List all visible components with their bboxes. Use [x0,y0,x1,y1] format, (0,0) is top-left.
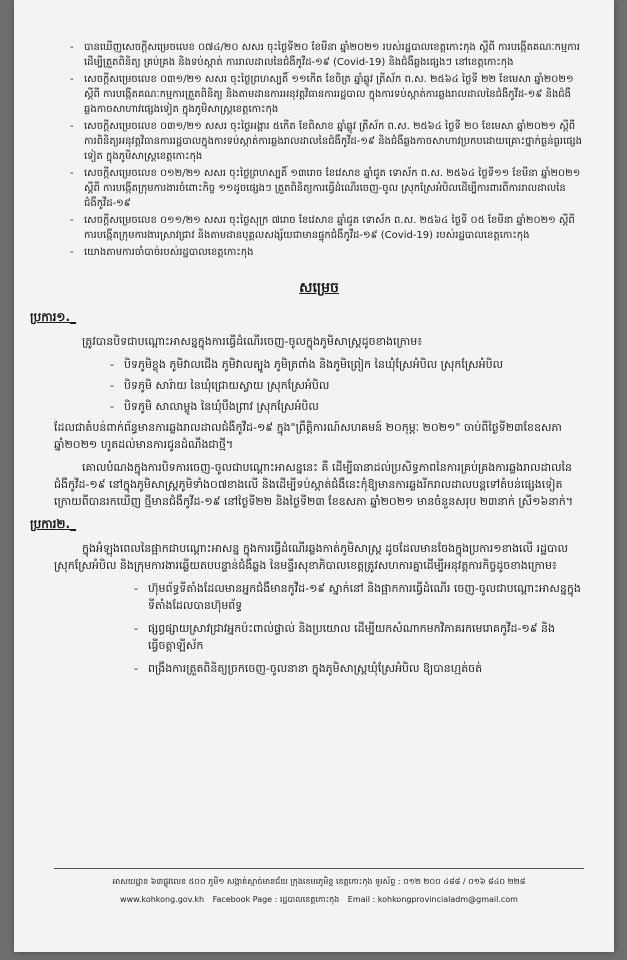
reference-item: - សេចក្ដីសម្រេចលេខ ០១២/២១ សសរ ចុះថ្ងៃព្រហស្បតិ៍ ១៣រោច ខែវេសាខ ឆ្នាំជូត ទោស័ក ព.ស. ២៥៦៤ ថ្ងៃទី១១ ខែមីនា ឆ្នាំ២០២១ ស្ដីពី ការបង្កើតក្រុមការងារចំពោះកិច្ច ១១ដូចផ្សេងៗ ត្រួតពិនិត្យការធ្វើដំណើរចេញ-ចូល ស្រុកស្រែអំបិលដើម្បីការពារពីការរាលដាលនៃជំងឺកូវីដ-១៩ [70,166,584,211]
footer-address: អាសយដ្ឋាន ៦៣ផ្លូវលេខ ៥០០ ភូមិ១ សង្កាត់ស្មាច់មានជ័យ ក្រុងខេមរភូមិន្ទ ខេត្តកោះកុង ទូរស័ព្ទ : ០១២ ២០០ ៤៨៨ / ០១៦ ៨៤០ ២២៨ [112,877,526,886]
document-body [30,40,584,683]
facebook-link[interactable]: Facebook Page : រដ្ឋបាលខេត្តកោះកុង [212,895,340,904]
article-2-item: - ពង្រឹងការត្រួតពិនិត្យច្រកចេញ-ចូលនានា ក្នុងភូមិសាស្ត្រឃុំស្រែអំបិល ឱ្យបានហ្មត់ចត់ [134,660,584,677]
email-link[interactable]: Email : kohkongprovincialadm@gmail.com [347,895,518,904]
reference-item: - សេចក្ដីសម្រេចលេខ ០៣១/២១ សសរ ចុះថ្ងៃអង្គារ ៥កើត ខែពិសាខ ឆ្នាំឆ្លូវ ត្រីស័ក ព.ស. ២៥៦៤ ថ្ងៃទី ២០ ខែមេសា ឆ្នាំ២០២១ ស្ដីពី ការពិនិត្យអនុវត្តវិធានការរដ្ឋបាលក្នុងការទប់ស្កាត់ការឆ្លងរាលដាលនៃជំងឺកូវីដ-១៩ និងជំងឺឆ្លងកាចសាហាវប្រកបដោយគ្រោះថ្នាក់ធ្ងន់ធ្ងរផ្សេងទៀត ក្នុងភូមិសាស្ត្រខេត្តកោះកុង [70,119,584,164]
document-page [14,0,614,952]
article-1-lead: ត្រូវបានបិទជាបណ្ដោះអាសន្នក្នុងការធ្វើដំណើរចេញ-ចូលក្នុងភូមិសាស្ត្រដូចខាងក្រោម៖ [82,335,423,348]
article-1-item: - បិទភូមិ សារ៉ាយ នៃឃុំជ្រោយស្វាយ ស្រុកស្រែអំបិល [110,377,584,394]
article-1-heading: ប្រការ១._ [30,310,77,324]
reference-item: - សេចក្ដីសម្រេចលេខ ០១១/២១ សសរ ចុះថ្ងៃសុក្រ ៧រោច ខែវេសាខ ឆ្នាំជូត ទោស័ក ព.ស. ២៥៦៤ ថ្ងៃទី ០៥ ខែមីនា ឆ្នាំ២០២១ ស្ដីពីការបង្កើតក្រុមការងារស្រាវជ្រាវ និងតាមដានបុគ្គលសង្ស័យជាមានផ្ទុកជំងឺកូវីដ-១៩ (Covid-19) របស់រដ្ឋបាលខេត្តកោះកុង [70,213,584,243]
reference-item: - សេចក្ដីសម្រេចលេខ ០៣១/២១ សសរ ចុះថ្ងៃព្រហស្បតិ៍ ១១កើត ខែចិត្រ ឆ្នាំឆ្លូវ ត្រីស័ក ព.ស. ២៥៦៤ ថ្ងៃទី ២២ ខែមេសា ឆ្នាំ២០២១ ស្ដីពី ការបង្កើតគណៈកម្មការត្រួតពិនិត្យ និងតាមដានការអនុវត្តវិធានការរដ្ឋបាល ក្នុងការទប់ស្កាត់ការឆ្លងរាលដាលនៃជំងឺកូវីដ-១៩ និងជំងឺឆ្លងកាចសាហាវផ្សេងទៀត ក្នុងភូមិសាស្ត្រខេត្តកោះកុង [70,72,584,117]
reference-list [70,40,584,260]
article-2-item: - ផ្សព្វផ្សាយស្រាវជ្រាវអ្នកប៉ះពាល់ផ្ទាល់ និងប្រយោល ដើម្បីយកសំណាកមកវិភាគរកមេរោគកូវីដ-១៩ និងធ្វើចត្តាឡីស័ក [134,620,584,654]
website-link[interactable]: www.kohkong.gov.kh [120,895,205,904]
article-2-paragraph: ក្នុងអំឡុងពេលនៃផ្អាកជាបណ្ដោះអាសន្ន ក្នុងការធ្វើដំណើរឆ្លងកាត់ភូមិសាស្ត្រ ដូចដែលមានចែងក្នុងប្រការ១ខាងលើ រដ្ឋបាលស្រុកស្រែអំបិល និងក្រុមការងារឆ្លើយតបបន្ទាន់ជំងឺឆ្លង នៃមន្ទីរសុខាភិបាលខេត្តត្រូវសហការគ្នាដើម្បីអនុវត្តការកិច្ចដូចខាងក្រោម៖ [54,542,568,572]
footer-contacts [54,894,584,906]
article-1-paragraph: ដែលជាតំបន់ពាក់ព័ន្ធមានការឆ្លងរាលដាលជំងឺកូវីដ-១៩ ក្នុង"ព្រឹត្តិការណ៍សហគមន៍ ២០កុម្ភៈ ២០២១" ចាប់ពីថ្ងៃទី២៣ខែឧសភា ឆ្នាំ២០២១ ហូតដល់មានការជូនដំណឹងជាថ្មី។ [54,421,562,451]
decision-heading: សម្រេច [299,280,339,296]
reference-item: - យោងតាមការចាំបាច់របស់រដ្ឋបាលខេត្តកោះកុង [70,245,584,260]
article-1-item: - បិទភូមិខ្លុង ភូមិវាលជើង ភូមិវាលត្បូង ភូមិត្រពាំង និងភូមិព្រៀក នៃឃុំស្រែអំបិល ស្រុកស្រែអំបិល [110,356,584,373]
footer-divider [54,868,584,869]
article-2-item: - ហ៊ុមព័ទ្ធទីតាំងដែលមានអ្នកជំងឺមានកូវីដ-១៩ ស្នាក់នៅ និងផ្អាកការធ្វើដំណើរ ចេញ-ចូលជាបណ្ដោះអាសន្នក្នុងទីតាំងដែលបានហ៊ុមព័ទ្ធ [134,580,584,614]
article-1-item: - បិទភូមិ សាលាម្លូង នៃឃុំបឹងព្រាវ ស្រុកស្រែអំបិល [110,398,584,415]
reference-item: - បានឃើញសេចក្ដីសម្រេចលេខ ០៧៤/២០ សសរ ចុះថ្ងៃទី២០ ខែមីនា ឆ្នាំ២០២១ របស់រដ្ឋបាលខេត្តកោះកុង ស្ដីពី ការបង្កើតគណៈកម្មការ ដើម្បីត្រួតពិនិត្យ គ្រប់គ្រង និងទប់ស្កាត់ ការរាលដាលនៃជំងឺកូវីដ-១៩ (Covid-19) និងជំងឺឆ្លងផ្សេងៗ នៅខេត្តកោះកុង [70,40,584,70]
article-2-heading: ប្រការ២._ [30,517,77,531]
article-1-paragraph: គោលបំណងក្នុងការបិទការចេញ-ចូលជាបណ្ដោះអាសន្ននេះ គឺ ដើម្បីធានាដល់ប្រសិទ្ធភាពនៃការគ្រប់គ្រងការឆ្លងរាលដាលនៃជំងឺកូវីដ-១៩ នៅក្នុងភូមិសាស្ត្រភូមិទាំង០៧ខាងលើ និងដើម្បីទប់ស្កាត់ជំងឺនេះកុំឱ្យមានការឆ្លងរីករាលដាលបន្តទៅតំបន់ផ្សេងទៀត ក្រោយពីបានរកឃើញ ថ្មីមានជំងឺកូវីដ-១៩ នៅថ្ងៃទី២២ និងថ្ងៃទី២៣ ខែឧសភា ឆ្នាំ២០២១ មានចំនួនសរុប ២៣នាក់ ស្រី១៦នាក់។ [54,461,573,508]
